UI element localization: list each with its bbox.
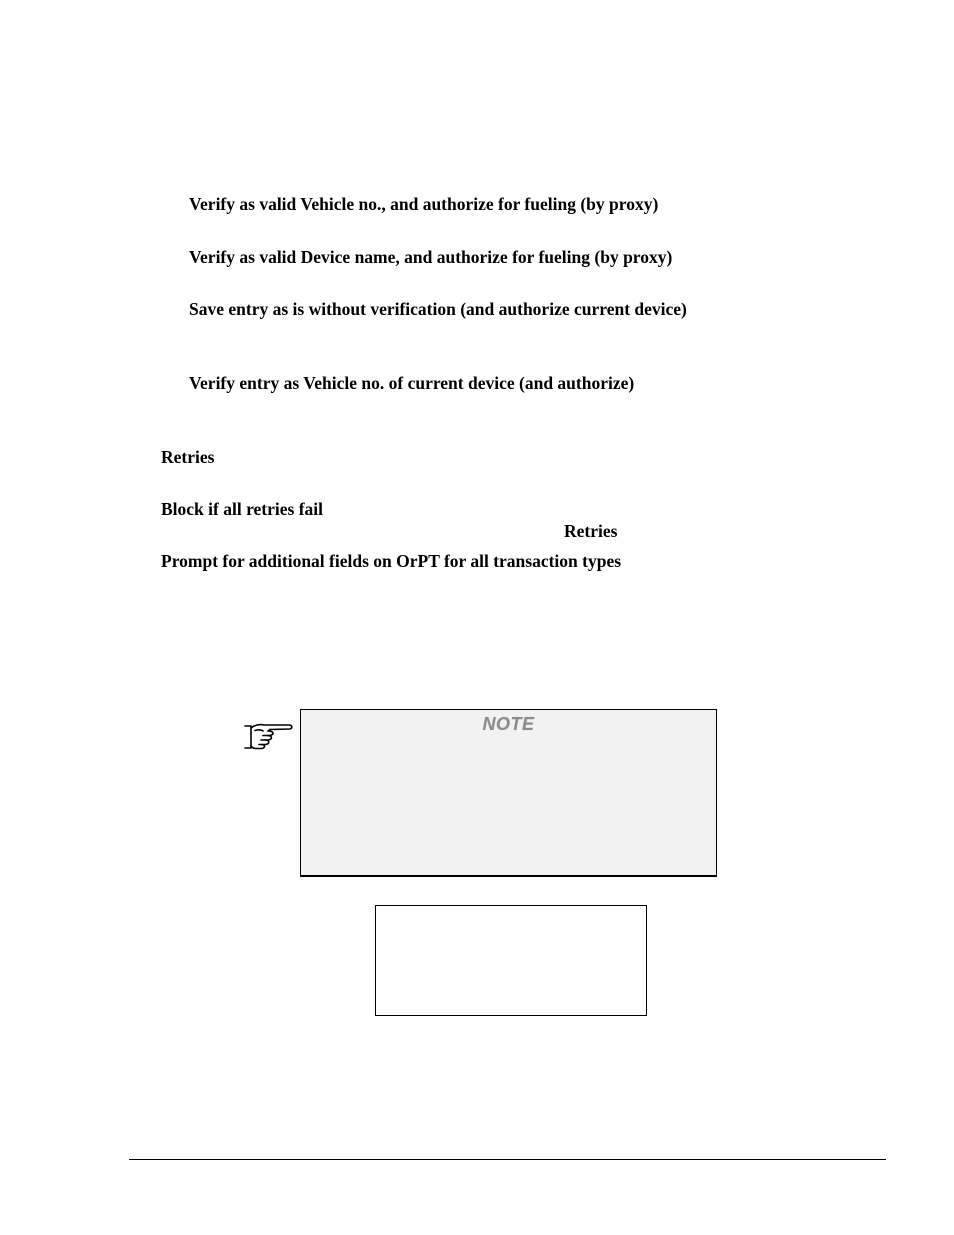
retries-label: Retries (161, 447, 215, 467)
option-verify-vehicle: Verify as valid Vehicle no., and authorize for fueling (by proxy) (189, 194, 659, 214)
note-title: NOTE (482, 714, 535, 734)
option-verify-current-device: Verify entry as Vehicle no. of current device (and authorize) (189, 373, 635, 393)
option-verify-device: Verify as valid Device name, and authorize for fueling (by proxy) (189, 247, 673, 267)
block-if-fail-label: Block if all retries fail (161, 499, 324, 519)
footer-rule (129, 1159, 886, 1160)
prompt-additional-fields-label: Prompt for additional fields on OrPT for all transaction types (161, 551, 622, 571)
pointing-hand-icon (243, 720, 295, 752)
option-save-as-is: Save entry as is without verification (and authorize current device) (189, 299, 687, 319)
retries-reference-label: Retries (564, 521, 618, 541)
note-box (300, 709, 717, 877)
blank-figure-frame (375, 905, 647, 1016)
